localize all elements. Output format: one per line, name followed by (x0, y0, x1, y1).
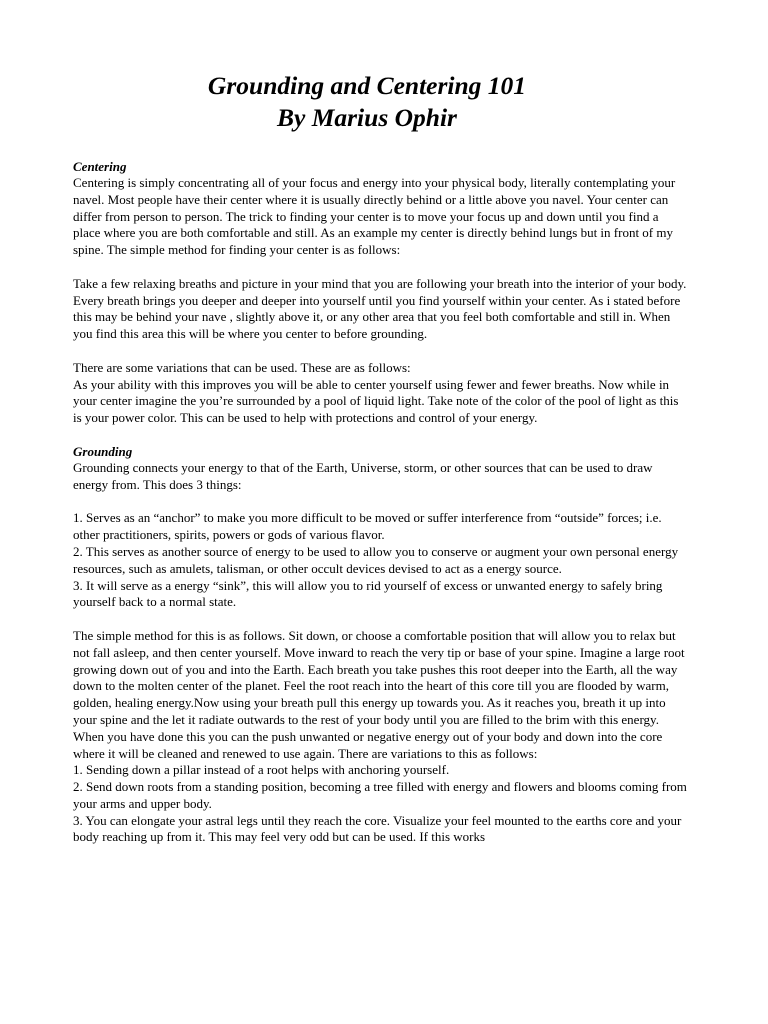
grounding-list-item-1: 1. Serves as an “anchor” to make you more difficult to be moved or suffer interference from “outside” forces; i.e. other practitioners, spirits, powers or gods of various flavor. (73, 510, 662, 543)
grounding-list-item-2: 2. This serves as another source of energy to be used to allow you to conserve or augment your own personal energy resources, such as amulets, talisman, or other occult devices devised to act as a energy source. (73, 543, 679, 576)
section-heading-grounding: Grounding (73, 443, 133, 459)
title-block (73, 70, 689, 134)
grounding-variation-1: 1. Sending down a pillar instead of a root helps with anchoring yourself. (73, 762, 450, 778)
grounding-list-item-3: 3. It will serve as a energy “sink”, this will allow you to rid yourself of excess or unwanted energy to safely bring yourself back to a normal state. (73, 577, 663, 610)
centering-paragraph-2: Take a few relaxing breaths and picture in your mind that you are following your breath into the interior of your body. Every breath brings you deeper and deeper into yourself until you find yourself within your center. As i stated before this may be behind your nave , slightly above it, or any other area that you feel both comfortable and still in. When you find this area this will be where you center to before grounding. (73, 275, 687, 342)
paragraph-spacer (73, 611, 689, 628)
document-page (73, 70, 689, 1010)
centering-paragraph-3b: As your ability with this improves you will be able to center yourself using fewer and fewer breaths. Now while in your center imagine the you’re surrounded by a pool of liquid light. Take note of the color of the pool of light as this is your power color. This can be used to help with protections and control of your energy. (73, 376, 679, 426)
paragraph-spacer (73, 343, 689, 360)
section-heading-centering: Centering (73, 159, 127, 174)
document-title: Grounding and Centering 101 (207, 71, 527, 100)
document-author: By Marius Ophir (277, 103, 457, 132)
centering-paragraph-1: Centering is simply concentrating all of your focus and energy into your physical body, literally contemplating your navel. Most people have their center where it is usually directly behind or a little above you navel. Your center can differ from person to person. The trick to finding your center is to move your focus up and down until you find a place where you are both comfortable and still. As an example my center is directly behind lungs but in front of my spine. The simple method for finding your center is as follows: (73, 175, 676, 258)
grounding-variation-3: 3. You can elongate your astral legs until they reach the core. Visualize your feel mounted to the earths core and your body reaching up from it. This may feel very odd but can be used. If this works (73, 812, 682, 845)
grounding-paragraph-2: The simple method for this is as follows. Sit down, or choose a comfortable position that will allow you to relax but not fall asleep, and then center yourself. Move inward to reach the very tip or base of your spine. Imagine a large root growing down out of you and into the Earth. Each breath you take pushes this root deeper into the Earth, all the way down to the molten center of the planet. Feel the root reach into the heart of this core till you are flooded by warm, golden, healing energy.Now using your breath pull this energy up towards you. As it reaches you, breath it up into your spine and the let it radiate outwards to the rest of your body until you are filled to the brim with this energy. When you have done this you can the push unwanted or negative energy out of your body and down into the core where it will be cleaned and renewed to use again. There are variations to this as follows: (73, 627, 685, 761)
paragraph-spacer (73, 259, 689, 276)
section-spacer (73, 427, 689, 443)
centering-paragraph-3a: There are some variations that can be used. These are as follows: (73, 359, 411, 375)
paragraph-spacer (73, 494, 689, 511)
grounding-variation-2: 2. Send down roots from a standing position, becoming a tree filled with energy and flowers and blooms coming from your arms and upper body. (73, 779, 687, 811)
grounding-paragraph-1: Grounding connects your energy to that of the Earth, Universe, storm, or other sources that can be used to draw energy from. This does 3 things: (73, 459, 653, 492)
